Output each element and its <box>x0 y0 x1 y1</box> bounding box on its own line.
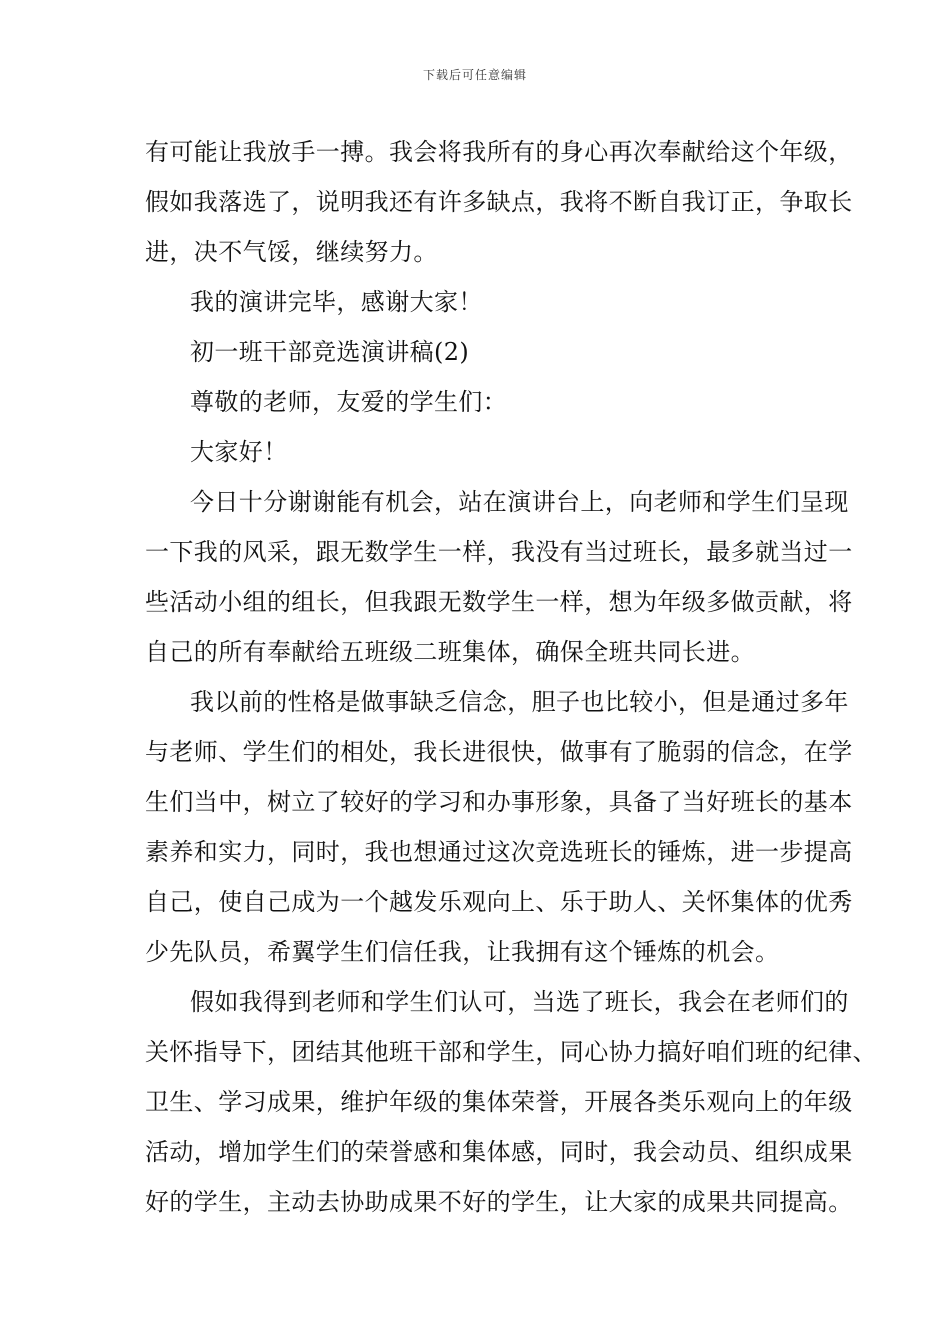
text-line: 素养和实力，同时，我也想通过这次竞选班长的锤炼，进一步提高 <box>145 838 853 866</box>
text-line: 假如我落选了，说明我还有许多缺点，我将不断自我订正，争取长 <box>145 188 853 216</box>
text-line: 有可能让我放手一搏。我会将我所有的身心再次奉献给这个年级， <box>145 138 853 166</box>
text-line: 卫生、学习成果，维护年级的集体荣誉，开展各类乐观向上的年级 <box>145 1088 853 1116</box>
text-line: 少先队员，希翼学生们信任我，让我拥有这个锤炼的机会。 <box>145 938 780 966</box>
text-line: 自己的所有奉献给五班级二班集体，确保全班共同长进。 <box>145 638 755 666</box>
document-body <box>145 127 877 1227</box>
salutation: 尊敬的老师，友爱的学生们： <box>190 388 508 416</box>
text-line: 假如我得到老师和学生们认可，当选了班长，我会在老师们的 <box>190 988 849 1016</box>
text-line: 进，决不气馁，继续努力。 <box>145 238 438 266</box>
section-title: 初一班干部竞选演讲稿(2) <box>190 338 470 366</box>
text-line: 活动，增加学生们的荣誉感和集体感，同时，我会动员、组织成果 <box>145 1138 853 1166</box>
text-line: 好的学生，主动去协助成果不好的学生，让大家的成果共同提高。 <box>145 1188 853 1216</box>
text-line: 些活动小组的组长，但我跟无数学生一样，想为年级多做贡献，将 <box>145 588 853 616</box>
text-line: 我以前的性格是做事缺乏信念，胆子也比较小，但是通过多年 <box>190 688 849 716</box>
greeting: 大家好！ <box>190 438 288 466</box>
text-line: 今日十分谢谢能有机会，站在演讲台上，向老师和学生们呈现 <box>190 488 849 516</box>
text-line: 关怀指导下，团结其他班干部和学生，同心协力搞好咱们班的纪律、 <box>145 1038 877 1066</box>
text-line: 自己，使自己成为一个越发乐观向上、乐于助人、关怀集体的优秀 <box>145 888 853 916</box>
text-line: 与老师、学生们的相处，我长进很快，做事有了脆弱的信念，在学 <box>145 738 853 766</box>
text-line: 生们当中，树立了较好的学习和办事形象，具备了当好班长的基本 <box>145 788 853 816</box>
page-header: 下载后可任意编辑 <box>422 68 527 82</box>
closing-line: 我的演讲完毕，感谢大家！ <box>190 288 483 316</box>
text-line: 一下我的风采，跟无数学生一样，我没有当过班长，最多就当过一 <box>145 538 853 566</box>
